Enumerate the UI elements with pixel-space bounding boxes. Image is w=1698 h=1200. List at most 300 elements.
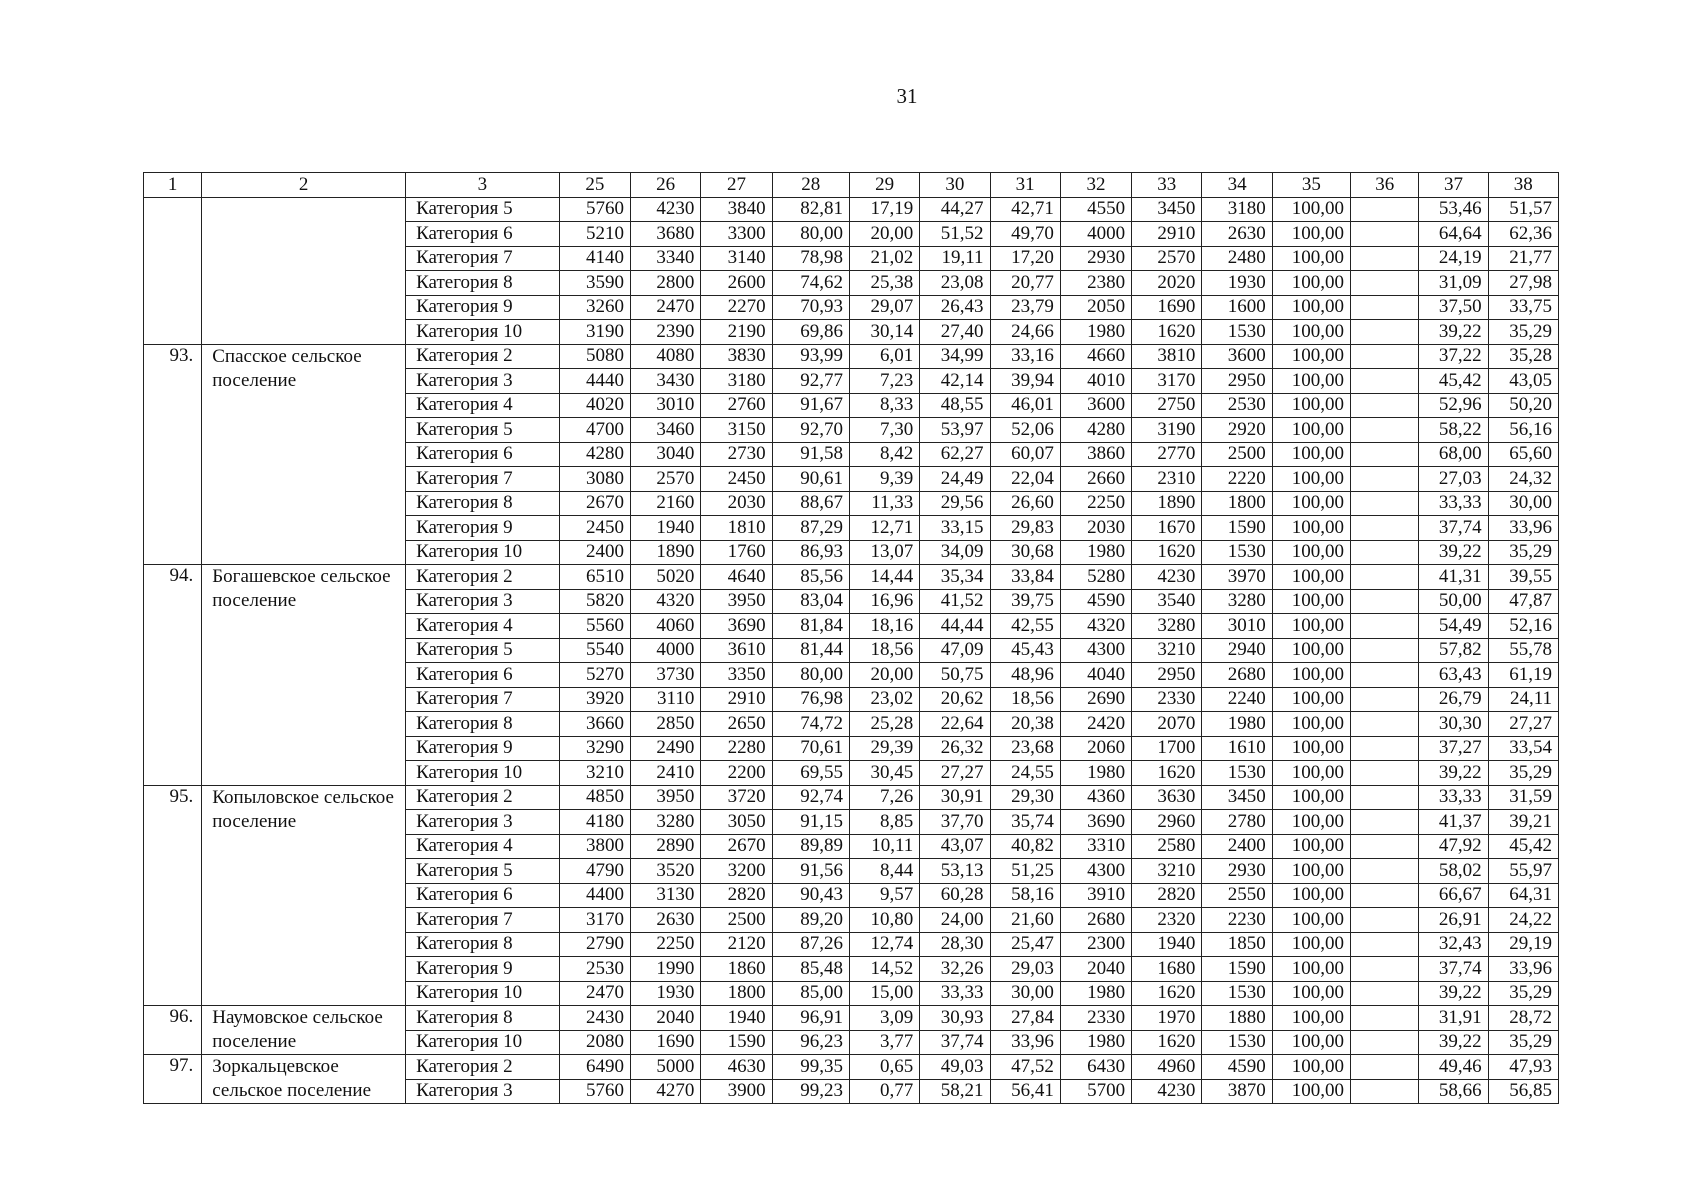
- value-cell: 2750: [1132, 393, 1202, 418]
- value-cell: [1351, 271, 1419, 296]
- value-cell: 3680: [631, 222, 701, 247]
- value-cell: [1351, 197, 1419, 222]
- value-cell: 35,34: [920, 565, 990, 590]
- value-cell: 2570: [631, 467, 701, 492]
- value-cell: 64,31: [1488, 883, 1558, 908]
- value-cell: 4010: [1060, 369, 1131, 394]
- value-cell: 3600: [1060, 393, 1131, 418]
- value-cell: 19,11: [920, 246, 990, 271]
- value-cell: 4140: [559, 246, 630, 271]
- value-cell: 48,96: [990, 663, 1060, 688]
- value-cell: 2420: [1060, 712, 1131, 737]
- value-cell: 3140: [701, 246, 772, 271]
- category-cell: Категория 4: [406, 393, 560, 418]
- value-cell: 50,20: [1488, 393, 1558, 418]
- value-cell: 1970: [1132, 1006, 1202, 1031]
- value-cell: 2320: [1132, 908, 1202, 933]
- value-cell: 15,00: [849, 981, 919, 1006]
- value-cell: 37,74: [1419, 516, 1488, 541]
- value-cell: 6,01: [849, 344, 919, 369]
- value-cell: 2300: [1060, 932, 1131, 957]
- table-row: [144, 1055, 1559, 1080]
- value-cell: 43,05: [1488, 369, 1558, 394]
- value-cell: 39,22: [1419, 320, 1488, 345]
- value-cell: 8,44: [849, 859, 919, 884]
- value-cell: 70,61: [772, 736, 849, 761]
- value-cell: 100,00: [1272, 295, 1350, 320]
- value-cell: 34,09: [920, 540, 990, 565]
- value-cell: 29,03: [990, 957, 1060, 982]
- value-cell: [1351, 785, 1419, 810]
- value-cell: 30,00: [990, 981, 1060, 1006]
- column-header: 34: [1202, 173, 1272, 198]
- value-cell: 14,52: [849, 957, 919, 982]
- value-cell: 100,00: [1272, 712, 1350, 737]
- value-cell: 27,27: [920, 761, 990, 786]
- value-cell: 2470: [631, 295, 701, 320]
- value-cell: 41,52: [920, 589, 990, 614]
- value-cell: [1351, 222, 1419, 247]
- value-cell: 32,43: [1419, 932, 1488, 957]
- value-cell: 99,23: [772, 1079, 849, 1104]
- value-cell: 26,79: [1419, 687, 1488, 712]
- value-cell: 4000: [1060, 222, 1131, 247]
- column-header: 2: [202, 173, 406, 198]
- value-cell: [1351, 663, 1419, 688]
- value-cell: 62,27: [920, 442, 990, 467]
- value-cell: 3920: [559, 687, 630, 712]
- value-cell: 3460: [631, 418, 701, 443]
- column-header: 35: [1272, 173, 1350, 198]
- value-cell: 2530: [1202, 393, 1272, 418]
- category-cell: Категория 10: [406, 1030, 560, 1055]
- value-cell: 37,74: [1419, 957, 1488, 982]
- value-cell: 3200: [701, 859, 772, 884]
- value-cell: 100,00: [1272, 246, 1350, 271]
- value-cell: 17,19: [849, 197, 919, 222]
- value-cell: 2410: [631, 761, 701, 786]
- value-cell: 33,54: [1488, 736, 1558, 761]
- category-cell: Категория 10: [406, 540, 560, 565]
- value-cell: 30,30: [1419, 712, 1488, 737]
- value-cell: 69,55: [772, 761, 849, 786]
- value-cell: [1351, 467, 1419, 492]
- value-cell: 70,93: [772, 295, 849, 320]
- value-cell: 4230: [1132, 565, 1202, 590]
- value-cell: [1351, 491, 1419, 516]
- value-cell: 41,31: [1419, 565, 1488, 590]
- category-cell: Категория 8: [406, 271, 560, 296]
- value-cell: 3190: [1132, 418, 1202, 443]
- column-header: 27: [701, 173, 772, 198]
- value-cell: 1680: [1132, 957, 1202, 982]
- value-cell: 3950: [631, 785, 701, 810]
- column-header: 26: [631, 173, 701, 198]
- value-cell: 2430: [559, 1006, 630, 1031]
- value-cell: 20,00: [849, 663, 919, 688]
- value-cell: 5760: [559, 197, 630, 222]
- value-cell: 3840: [701, 197, 772, 222]
- value-cell: 4590: [1202, 1055, 1272, 1080]
- value-cell: 40,82: [990, 834, 1060, 859]
- value-cell: 1530: [1202, 981, 1272, 1006]
- value-cell: 3300: [701, 222, 772, 247]
- value-cell: 5560: [559, 614, 630, 639]
- value-cell: 45,43: [990, 638, 1060, 663]
- value-cell: 2220: [1202, 467, 1272, 492]
- value-cell: 4400: [559, 883, 630, 908]
- value-cell: 74,72: [772, 712, 849, 737]
- value-cell: 24,66: [990, 320, 1060, 345]
- value-cell: 58,21: [920, 1079, 990, 1104]
- value-cell: 9,57: [849, 883, 919, 908]
- value-cell: 4040: [1060, 663, 1131, 688]
- value-cell: 46,01: [990, 393, 1060, 418]
- value-cell: 99,35: [772, 1055, 849, 1080]
- value-cell: 2120: [701, 932, 772, 957]
- value-cell: 2960: [1132, 810, 1202, 835]
- value-cell: 24,22: [1488, 908, 1558, 933]
- value-cell: 60,07: [990, 442, 1060, 467]
- value-cell: 100,00: [1272, 197, 1350, 222]
- value-cell: 1940: [1132, 932, 1202, 957]
- value-cell: 24,49: [920, 467, 990, 492]
- value-cell: [1351, 859, 1419, 884]
- column-header: 31: [990, 173, 1060, 198]
- value-cell: [1351, 614, 1419, 639]
- value-cell: 1880: [1202, 1006, 1272, 1031]
- value-cell: 2450: [701, 467, 772, 492]
- value-cell: 42,14: [920, 369, 990, 394]
- value-cell: 42,55: [990, 614, 1060, 639]
- value-cell: 2600: [701, 271, 772, 296]
- value-cell: [1351, 369, 1419, 394]
- category-cell: Категория 9: [406, 736, 560, 761]
- value-cell: 55,78: [1488, 638, 1558, 663]
- value-cell: 1980: [1060, 1030, 1131, 1055]
- value-cell: 4320: [1060, 614, 1131, 639]
- value-cell: 8,85: [849, 810, 919, 835]
- value-cell: 1980: [1202, 712, 1272, 737]
- value-cell: 2450: [559, 516, 630, 541]
- column-header: 30: [920, 173, 990, 198]
- value-cell: 2160: [631, 491, 701, 516]
- value-cell: 1530: [1202, 1030, 1272, 1055]
- value-cell: 3130: [631, 883, 701, 908]
- value-cell: 2550: [1202, 883, 1272, 908]
- value-cell: 3290: [559, 736, 630, 761]
- column-header: 33: [1132, 173, 1202, 198]
- value-cell: 33,96: [1488, 516, 1558, 541]
- value-cell: 2950: [1202, 369, 1272, 394]
- value-cell: 56,41: [990, 1079, 1060, 1104]
- value-cell: 3970: [1202, 565, 1272, 590]
- value-cell: 50,75: [920, 663, 990, 688]
- value-cell: 2580: [1132, 834, 1202, 859]
- value-cell: 2400: [559, 540, 630, 565]
- value-cell: 5700: [1060, 1079, 1131, 1104]
- value-cell: 1800: [701, 981, 772, 1006]
- value-cell: 91,15: [772, 810, 849, 835]
- value-cell: 3080: [559, 467, 630, 492]
- value-cell: 35,29: [1488, 981, 1558, 1006]
- value-cell: 2800: [631, 271, 701, 296]
- category-cell: Категория 5: [406, 197, 560, 222]
- value-cell: 39,94: [990, 369, 1060, 394]
- value-cell: 29,07: [849, 295, 919, 320]
- category-cell: Категория 6: [406, 442, 560, 467]
- value-cell: 4080: [631, 344, 701, 369]
- value-cell: 31,09: [1419, 271, 1488, 296]
- value-cell: 3170: [559, 908, 630, 933]
- value-cell: 30,14: [849, 320, 919, 345]
- value-cell: 1590: [1202, 516, 1272, 541]
- category-cell: Категория 7: [406, 467, 560, 492]
- value-cell: 24,32: [1488, 467, 1558, 492]
- value-cell: 76,98: [772, 687, 849, 712]
- value-cell: 7,26: [849, 785, 919, 810]
- value-cell: 4630: [701, 1055, 772, 1080]
- value-cell: 2630: [631, 908, 701, 933]
- value-cell: 20,77: [990, 271, 1060, 296]
- value-cell: 53,97: [920, 418, 990, 443]
- value-cell: [1351, 344, 1419, 369]
- category-cell: Категория 3: [406, 810, 560, 835]
- value-cell: 3720: [701, 785, 772, 810]
- value-cell: 2680: [1202, 663, 1272, 688]
- value-cell: 33,33: [1419, 785, 1488, 810]
- value-cell: 58,16: [990, 883, 1060, 908]
- value-cell: 5820: [559, 589, 630, 614]
- value-cell: 4230: [1132, 1079, 1202, 1104]
- value-cell: 100,00: [1272, 393, 1350, 418]
- value-cell: 1620: [1132, 540, 1202, 565]
- value-cell: 3,77: [849, 1030, 919, 1055]
- value-cell: 81,84: [772, 614, 849, 639]
- value-cell: 22,04: [990, 467, 1060, 492]
- value-cell: 18,56: [990, 687, 1060, 712]
- value-cell: 3280: [1202, 589, 1272, 614]
- value-cell: 2500: [701, 908, 772, 933]
- value-cell: 100,00: [1272, 565, 1350, 590]
- value-cell: 31,59: [1488, 785, 1558, 810]
- value-cell: 4280: [559, 442, 630, 467]
- value-cell: 1940: [631, 516, 701, 541]
- value-cell: 27,84: [990, 1006, 1060, 1031]
- value-cell: [1351, 320, 1419, 345]
- value-cell: 33,96: [1488, 957, 1558, 982]
- value-cell: 27,98: [1488, 271, 1558, 296]
- value-cell: 52,06: [990, 418, 1060, 443]
- category-cell: Категория 3: [406, 589, 560, 614]
- value-cell: 24,19: [1419, 246, 1488, 271]
- value-cell: 29,39: [849, 736, 919, 761]
- value-cell: 1620: [1132, 761, 1202, 786]
- value-cell: 23,79: [990, 295, 1060, 320]
- value-cell: 4700: [559, 418, 630, 443]
- value-cell: [1351, 736, 1419, 761]
- value-cell: 50,00: [1419, 589, 1488, 614]
- value-cell: 26,32: [920, 736, 990, 761]
- value-cell: 3540: [1132, 589, 1202, 614]
- category-cell: Категория 9: [406, 295, 560, 320]
- value-cell: 4300: [1060, 859, 1131, 884]
- value-cell: [1351, 418, 1419, 443]
- value-cell: 27,03: [1419, 467, 1488, 492]
- row-number: 95.: [144, 785, 202, 1006]
- value-cell: 93,99: [772, 344, 849, 369]
- value-cell: 1670: [1132, 516, 1202, 541]
- settlement-name: Наумовское сельское поселение: [202, 1006, 406, 1055]
- value-cell: 92,77: [772, 369, 849, 394]
- value-cell: 10,80: [849, 908, 919, 933]
- value-cell: 1530: [1202, 320, 1272, 345]
- value-cell: 100,00: [1272, 663, 1350, 688]
- value-cell: 16,96: [849, 589, 919, 614]
- value-cell: 2680: [1060, 908, 1131, 933]
- value-cell: 3350: [701, 663, 772, 688]
- value-cell: 44,27: [920, 197, 990, 222]
- value-cell: 92,70: [772, 418, 849, 443]
- value-cell: 30,91: [920, 785, 990, 810]
- value-cell: 5280: [1060, 565, 1131, 590]
- value-cell: 30,00: [1488, 491, 1558, 516]
- value-cell: 2910: [1132, 222, 1202, 247]
- value-cell: 2250: [631, 932, 701, 957]
- value-cell: 1610: [1202, 736, 1272, 761]
- value-cell: 2030: [1060, 516, 1131, 541]
- value-cell: 96,23: [772, 1030, 849, 1055]
- value-cell: 2470: [559, 981, 630, 1006]
- category-cell: Категория 7: [406, 246, 560, 271]
- value-cell: [1351, 883, 1419, 908]
- value-cell: 1530: [1202, 540, 1272, 565]
- value-cell: 100,00: [1272, 736, 1350, 761]
- value-cell: 89,20: [772, 908, 849, 933]
- value-cell: 3340: [631, 246, 701, 271]
- table-row: [144, 1006, 1559, 1031]
- value-cell: 4020: [559, 393, 630, 418]
- value-cell: 3210: [1132, 638, 1202, 663]
- value-cell: 27,40: [920, 320, 990, 345]
- value-cell: [1351, 712, 1419, 737]
- value-cell: 64,64: [1419, 222, 1488, 247]
- value-cell: 37,27: [1419, 736, 1488, 761]
- value-cell: 4230: [631, 197, 701, 222]
- value-cell: 81,44: [772, 638, 849, 663]
- value-cell: 30,93: [920, 1006, 990, 1031]
- value-cell: 2570: [1132, 246, 1202, 271]
- value-cell: 78,98: [772, 246, 849, 271]
- value-cell: [1351, 589, 1419, 614]
- value-cell: 18,16: [849, 614, 919, 639]
- value-cell: 2310: [1132, 467, 1202, 492]
- category-cell: Категория 2: [406, 565, 560, 590]
- value-cell: 100,00: [1272, 761, 1350, 786]
- value-cell: 3690: [1060, 810, 1131, 835]
- value-cell: 2270: [701, 295, 772, 320]
- value-cell: [1351, 981, 1419, 1006]
- value-cell: 12,71: [849, 516, 919, 541]
- value-cell: 51,25: [990, 859, 1060, 884]
- value-cell: [1351, 246, 1419, 271]
- value-cell: 35,29: [1488, 761, 1558, 786]
- value-cell: 87,26: [772, 932, 849, 957]
- value-cell: 44,44: [920, 614, 990, 639]
- value-cell: 47,87: [1488, 589, 1558, 614]
- value-cell: 4360: [1060, 785, 1131, 810]
- value-cell: 3040: [631, 442, 701, 467]
- value-cell: 100,00: [1272, 320, 1350, 345]
- value-cell: 3860: [1060, 442, 1131, 467]
- category-cell: Категория 3: [406, 369, 560, 394]
- value-cell: 2390: [631, 320, 701, 345]
- value-cell: 3010: [1202, 614, 1272, 639]
- value-cell: [1351, 761, 1419, 786]
- value-cell: 2850: [631, 712, 701, 737]
- value-cell: 35,74: [990, 810, 1060, 835]
- value-cell: 10,11: [849, 834, 919, 859]
- value-cell: 26,60: [990, 491, 1060, 516]
- value-cell: 2020: [1132, 271, 1202, 296]
- value-cell: 26,91: [1419, 908, 1488, 933]
- value-cell: 91,67: [772, 393, 849, 418]
- category-cell: Категория 7: [406, 687, 560, 712]
- category-cell: Категория 8: [406, 1006, 560, 1031]
- column-header: 1: [144, 173, 202, 198]
- settlement-name: Спасское сельское поселение: [202, 344, 406, 565]
- value-cell: 52,96: [1419, 393, 1488, 418]
- value-cell: 1930: [1202, 271, 1272, 296]
- value-cell: 7,23: [849, 369, 919, 394]
- value-cell: 3600: [1202, 344, 1272, 369]
- value-cell: 3810: [1132, 344, 1202, 369]
- value-cell: 23,68: [990, 736, 1060, 761]
- value-cell: 100,00: [1272, 638, 1350, 663]
- value-cell: 3830: [701, 344, 772, 369]
- table-row: [144, 344, 1559, 369]
- value-cell: 1620: [1132, 1030, 1202, 1055]
- value-cell: 3110: [631, 687, 701, 712]
- value-cell: 21,60: [990, 908, 1060, 933]
- value-cell: 100,00: [1272, 1079, 1350, 1104]
- value-cell: 3260: [559, 295, 630, 320]
- value-cell: 3,09: [849, 1006, 919, 1031]
- value-cell: 3150: [701, 418, 772, 443]
- value-cell: 60,28: [920, 883, 990, 908]
- value-cell: 2930: [1060, 246, 1131, 271]
- value-cell: 100,00: [1272, 614, 1350, 639]
- value-cell: 2200: [701, 761, 772, 786]
- value-cell: 1600: [1202, 295, 1272, 320]
- settlement-name: [202, 197, 406, 344]
- value-cell: 3730: [631, 663, 701, 688]
- value-cell: 2240: [1202, 687, 1272, 712]
- value-cell: 4640: [701, 565, 772, 590]
- value-cell: 1940: [701, 1006, 772, 1031]
- value-cell: 85,00: [772, 981, 849, 1006]
- table-body: [144, 197, 1559, 1104]
- category-cell: Категория 8: [406, 712, 560, 737]
- value-cell: 7,30: [849, 418, 919, 443]
- value-cell: 88,67: [772, 491, 849, 516]
- value-cell: 2630: [1202, 222, 1272, 247]
- value-cell: 1620: [1132, 320, 1202, 345]
- value-cell: 18,56: [849, 638, 919, 663]
- value-cell: 92,74: [772, 785, 849, 810]
- value-cell: 100,00: [1272, 442, 1350, 467]
- value-cell: [1351, 1079, 1419, 1104]
